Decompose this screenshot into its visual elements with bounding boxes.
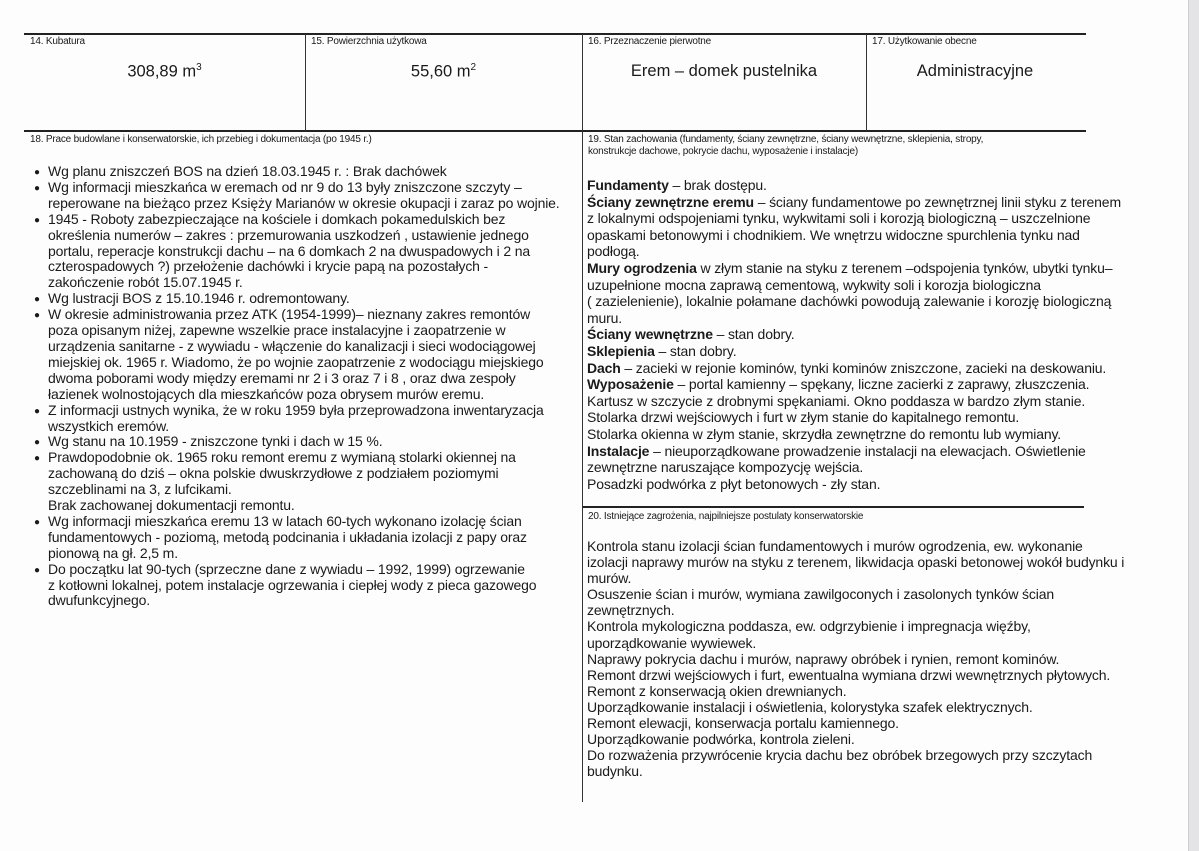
list-item-line: szczeblinami na 3, z lufcikami.	[48, 481, 232, 498]
label-line: 19. Stan zachowania (fundamenty, ściany zewnętrzne, ściany wewnętrzne, sklepienia, stropy,	[588, 134, 984, 145]
unit-superscript: 2	[470, 62, 477, 73]
list-item-line: Do początku lat 90-tych (sprzeczne dane z wywiadu – 1992, 1999) ogrzewanie	[48, 560, 525, 577]
text-line	[587, 210, 1121, 227]
bullet-icon: ●	[34, 182, 40, 194]
column-divider	[866, 34, 867, 131]
text-line	[587, 426, 1121, 443]
list-item-line: łazienek wolnostojących dla mieszkańców poza obrysem murów eremu.	[48, 385, 485, 402]
line-text: – stan dobry.	[712, 326, 795, 343]
list-item	[34, 433, 560, 450]
line-text: Kartusz w szczycie z drobnymi spękaniami. Okno poddasza w bardzo złym stanie.	[587, 392, 1086, 409]
list-item-line: fundamentowych - poziomą, metodą podcinania i układania izolacji z papy oraz	[48, 528, 527, 545]
list-item-line: Wg planu zniszczeń BOS na dzień 18.03.1945 r. : Brak dachówek	[48, 163, 447, 179]
line-text: – zacieki w rejonie kominów, tynki kominów zniszczone, zacieki na deskowaniu.	[620, 359, 1107, 376]
list-item-line: czterospadowych ?) przełożenie dachówki i krycie papą na pozostałych -	[48, 258, 489, 275]
bold-heading: Ściany wewnętrzne	[587, 326, 713, 343]
section-20-text	[587, 538, 1124, 779]
cell-label: 16. Przeznaczenie pierwotne	[588, 36, 712, 47]
list-item	[34, 401, 560, 435]
list-item-line: reperowane na bieżąco przez Księży Marianów w okresie okupacji i zaraz po wojnie.	[48, 194, 560, 211]
text-line	[587, 260, 1121, 277]
line-text: Stolarka drzwi wejściowych i furt w złym stanie do kapitalnego remontu.	[587, 409, 1020, 426]
list-item-line: Wg stanu na 10.1959 - zniszczone tynki i dach w 15 %.	[48, 433, 383, 450]
list-item-line: Brak zachowanej dokumentacji remontu.	[48, 497, 295, 514]
bullet-icon: ●	[34, 453, 40, 465]
text-line	[587, 360, 1121, 377]
text-line	[587, 227, 1121, 244]
bullet-icon: ●	[34, 294, 40, 306]
list-item	[34, 163, 560, 180]
text-line	[587, 326, 1121, 343]
bullet-icon: ●	[34, 437, 40, 449]
text-line	[587, 376, 1121, 393]
line-text: ( zazielenienie), lokalnie połamane dachówki powodują zalewanie i korozję biologiczną	[587, 293, 1112, 310]
section-20-label: 20. Istniejące zagrożenia, najpilniejsze postulaty konserwatorskie	[588, 511, 864, 522]
text-line	[587, 343, 1121, 360]
list-item-line: Wg informacji mieszkańca eremu 13 w latach 60-tych wykonano izolację ścian	[48, 512, 522, 529]
table-top-border	[24, 33, 1086, 35]
list-item-line: dwufunkcyjnego.	[48, 592, 151, 609]
text-line: Remont drzwi wejściowych i furt, ewentualna wymiana drzwi wewnętrznych płytowych.	[587, 666, 1111, 683]
column-divider	[582, 34, 583, 802]
cell-value: Erem – domek pustelnika	[630, 62, 818, 80]
list-item	[34, 560, 560, 610]
row-divider	[24, 130, 1086, 132]
text-line	[587, 310, 1121, 327]
list-item	[34, 210, 560, 292]
bullet-icon: ●	[34, 564, 40, 576]
line-text: zewnętrzne naruszające kompozycję wejścia.	[587, 459, 864, 476]
bold-heading: Sklepienia	[587, 342, 655, 359]
cell-value: Administracyjne	[916, 62, 1034, 80]
text-line: Do rozważenia przywrócenie krycia dachu bez obróbek brzegowych przy szczytach	[587, 747, 1093, 764]
list-item	[34, 306, 560, 402]
line-text: z lokalnymi odspojeniami tynku, wykwitami soli i korozją biologiczną – uszczelnione	[587, 210, 1091, 227]
text-line	[587, 409, 1121, 426]
text-line: Uporządkowanie instalacji i oświetlenia, kolorystyka szafek elektrycznych.	[587, 698, 1033, 715]
bold-heading: Mury ogrodzenia	[587, 259, 697, 276]
cell-label: 15. Powierzchnia użytkowa	[311, 36, 427, 47]
list-item-line: miejskiej ok. 1965 r. Wiadomo, że po wojnie zaopatrzenie z wodociągu miejskiego	[48, 353, 544, 370]
section-divider-19-20	[582, 506, 1084, 508]
column-divider	[305, 34, 306, 131]
text-line: izolacji naprawy murów na styku z terenem, likwidacja opaski betonowej wokół budynku i	[587, 554, 1125, 571]
cell-value	[24, 62, 305, 82]
list-item-line: Z informacji ustnych wynika, że w roku 1959 była przeprowadzona inwentaryzacja	[48, 401, 544, 418]
bullet-icon: ●	[34, 516, 40, 528]
list-item	[34, 178, 560, 212]
text-line: zewnętrznych.	[587, 602, 675, 619]
bold-heading: Dach	[587, 359, 621, 376]
text-line: Uporządkowanie podwórka, kontrola zieleni.	[587, 731, 855, 748]
line-text: podłogą.	[587, 243, 640, 260]
text-line: Remont elewacji, konserwacja portalu kamiennego.	[587, 715, 899, 732]
text-line: uporządkowanie wywiewek.	[587, 634, 757, 651]
list-item-line: W okresie administrowania przez ATK (1954-1999)– nieznany zakres remontów	[48, 306, 531, 323]
text-line	[587, 243, 1121, 260]
text-line: Osuszenie ścian i murów, wymiana zawilgoconych i zasolonych tynków ścian	[587, 586, 1054, 603]
line-text: Posadzki podwórka z płyt betonowych - zły stan.	[587, 475, 881, 492]
line-text: – stan dobry.	[654, 342, 737, 359]
text-line	[587, 443, 1121, 460]
text-line	[587, 476, 1121, 493]
line-text: – portal kamienny – spękany, liczne zacierki z zaprawy, złuszczenia.	[673, 376, 1090, 393]
value-text: 55,60 m	[410, 62, 471, 81]
list-item-line: Wg lustracji BOS z 15.10.1946 r. odremontowany.	[48, 290, 350, 307]
text-line: Remont z konserwacją okien drewnianych.	[587, 682, 847, 699]
list-item-line: pionową na gł. 2,5 m.	[48, 544, 178, 561]
line-text: – ściany fundamentowe po zewnętrznej linii styku z terenem	[753, 193, 1121, 210]
list-item-line: poza opisanym niżej, zapewne wszelkie prace instalacyjne i zaopatrzenie w	[48, 322, 506, 339]
bullet-icon: ●	[34, 310, 40, 322]
cell-label: 17. Użytkowanie obecne	[872, 36, 977, 47]
text-line	[587, 177, 1121, 194]
bold-heading: Fundamenty	[587, 177, 669, 193]
bullet-icon: ●	[34, 167, 40, 178]
line-text: muru.	[587, 309, 623, 326]
line-text: opaskami betonowymi i chodnikiem. We wnętrzu widoczne spurchlenia tynku nad	[587, 226, 1080, 243]
text-line: murów.	[587, 570, 632, 587]
list-item	[34, 290, 560, 307]
list-item-line: zakończenie robót 15.07.1945 r.	[48, 274, 243, 291]
label-line: konstrukcje dachowe, pokrycie dachu, wyposażenie i instalacje)	[588, 146, 858, 157]
cell-label: 14. Kubatura	[30, 36, 85, 47]
unit-superscript: 3	[196, 62, 202, 73]
line-text: uzupełnione mocna zaprawą cementową, wykwity soli i korozja biologiczna	[587, 276, 1041, 293]
list-item	[34, 512, 560, 562]
line-text: w złym stanie na styku z terenem –odspojenia tynków, ubytki tynku–	[696, 259, 1113, 276]
line-text: – nieuporządkowane prowadzenie instalacji na elewacjach. Oświetlenie	[649, 442, 1086, 459]
section-18-label: 18. Prace budowlane i konserwatorskie, ich przebieg i dokumentacja (po 1945 r.)	[30, 134, 372, 145]
list-item-line: określenia numerów – zakres : przemurowania uszkodzeń , ustawienie jednego	[48, 226, 529, 243]
scan-edge	[1188, 0, 1199, 851]
bold-heading: Wyposażenie	[587, 376, 674, 393]
list-item-line: 1945 - Roboty zabezpieczające na kościele i domkach pokamedulskich bez	[48, 210, 506, 227]
list-item-line: urządzenia sanitarne - z wywiadu - włączenie do kanalizacji i sieci wodociągowej	[48, 337, 536, 354]
bold-heading: Ściany zewnętrzne eremu	[587, 193, 754, 210]
bold-heading: Instalacje	[587, 442, 650, 459]
section-19-text	[587, 177, 1121, 492]
bullet-icon: ●	[34, 405, 40, 417]
text-line	[587, 293, 1121, 310]
list-item-line: dwoma poborami wody między eremami nr 2 i 3 oraz 7 i 8 , oraz dwa zespoły	[48, 369, 516, 386]
value-text: 308,89 m	[127, 62, 197, 81]
list-item	[34, 449, 560, 514]
text-line: Kontrola stanu izolacji ścian fundamentowych i murów ogrodzenia, ew. wykonanie	[587, 538, 1083, 554]
list-item-line: zachowaną do dziś – okna polskie dwuskrzydłowe z podziałem poziomymi	[48, 465, 499, 482]
section-19-label	[588, 134, 983, 158]
list-item-line: Prawdopodobnie ok. 1965 roku remont eremu z wymianą stolarki okiennej na	[48, 449, 516, 466]
list-item-line: z kotłowni lokalnej, potem instalacje ogrzewania i ciepłej wody z pieca gazowego	[48, 576, 537, 593]
text-line: Kontrola mykologiczna poddasza, ew. odgrzybienie i impregnacja więźby,	[587, 618, 1031, 635]
text-line: budynku.	[587, 763, 643, 780]
section-18-list	[34, 163, 560, 609]
list-item-line: wszystkich eremów.	[48, 417, 169, 434]
line-text: Stolarka okienna w złym stanie, skrzydła zewnętrzne do remontu lub wymiany.	[587, 425, 1062, 442]
text-line	[587, 194, 1121, 211]
bullet-icon: ●	[34, 214, 40, 226]
list-item-line: Wg informacji mieszkańca w eremach od nr 9 do 13 były zniszczone szczyty –	[48, 178, 522, 195]
text-line	[587, 277, 1121, 294]
text-line: Naprawy pokrycia dachu i murów, naprawy obróbek i rynien, remont kominów.	[587, 650, 1060, 667]
text-line	[587, 393, 1121, 410]
cell-value	[305, 62, 582, 82]
list-item-line: portalu, reperacje konstrukcji dachu – na 6 domkach 2 na dwuspadowych i 2 na	[48, 242, 531, 259]
text-line	[587, 459, 1121, 476]
line-text: – brak dostępu.	[668, 177, 767, 193]
